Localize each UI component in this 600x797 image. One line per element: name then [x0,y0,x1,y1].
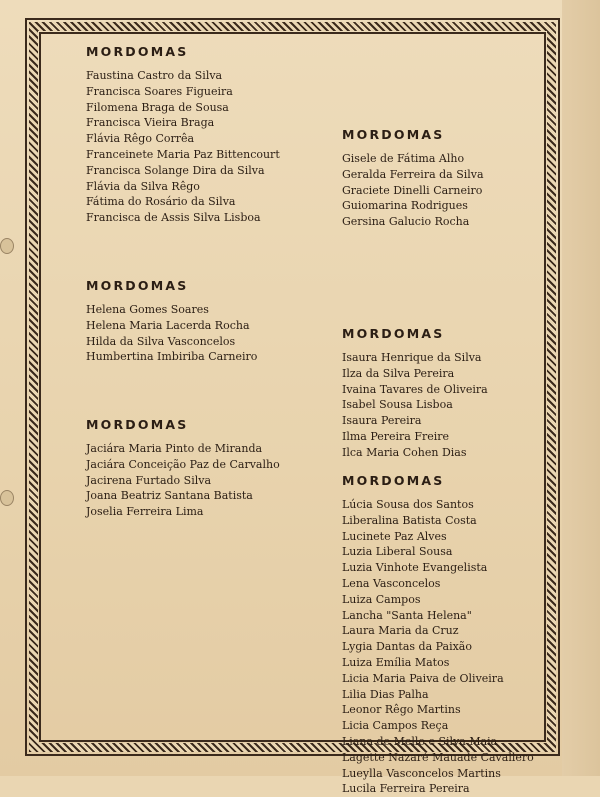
list-item: Liberalina Batista Costa [342,513,477,527]
list-item: Jacirena Furtado Silva [86,473,212,487]
list-item: Joana Beatriz Santana Batista [86,489,253,503]
list-item: Humbertina Imbiriba Carneiro [86,350,258,364]
name-list [342,497,534,797]
list-item: Isaura Pereira [342,414,422,428]
section-heading: MORDOMAS [86,44,189,59]
list-item: Lúcia Sousa dos Santos [342,498,474,511]
list-item: Lueylla Vasconcelos Martins [342,766,501,780]
list-item: Lucinete Paz Alves [342,529,447,543]
section-heading: MORDOMAS [342,127,445,142]
name-list [342,151,484,230]
name-list [86,68,280,226]
section-heading: MORDOMAS [86,417,189,432]
list-item: Gersina Galucio Rocha [342,215,470,229]
list-item: Hilda da Silva Vasconcelos [86,334,236,348]
section-g [342,127,484,230]
list-item: Luzia Vinhote Evangelista [342,561,488,575]
list-item: Isabel Sousa Lisboa [342,398,453,412]
list-item: Laura Maria da Cruz [342,624,459,638]
section-j [86,417,280,520]
list-item: Filomena Braga de Sousa [86,100,229,114]
list-item: Francisca de Assis Silva Lisboa [86,211,261,225]
list-item: Ilma Pereira Freire [342,429,450,443]
list-item: Lygia Dantas da Paixão [342,640,472,654]
list-item: Flávia da Silva Rêgo [86,179,200,193]
list-item: Francisca Solange Dira da Silva [86,163,265,177]
list-item: Franceinete Maria Paz Bittencourt [86,147,280,161]
name-list [86,302,257,365]
list-item: Guiomarina Rodrigues [342,199,468,213]
page-edge [562,0,600,776]
list-item: Lucila Ferreira Pereira [342,782,470,796]
list-item: Ilca Maria Cohen Dias [342,445,467,459]
section-heading: MORDOMAS [342,473,445,488]
name-list [86,441,280,520]
section-heading: MORDOMAS [342,326,445,341]
punch-hole [0,238,14,254]
list-item: Ivaina Tavares de Oliveira [342,382,488,396]
section-f [86,44,280,226]
list-item: Liana de Mello e Silva Maia [342,734,498,748]
list-item: Flávia Rêgo Corrêa [86,132,195,146]
list-item: Lancha "Santa Helena" [342,608,472,622]
list-item: Francisca Soares Figueira [86,84,233,98]
list-item: Graciete Dinelli Carneiro [342,183,483,197]
section-heading: MORDOMAS [86,278,189,293]
list-item: Gisele de Fátima Alho [342,152,465,165]
list-item: Lena Vasconcelos [342,576,441,590]
section-h [86,278,257,365]
list-item: Leonor Rêgo Martins [342,703,461,717]
section-i [342,326,488,461]
list-item: Francisca Vieira Braga [86,116,215,130]
list-item: Helena Gomes Soares [86,303,209,316]
list-item: Faustina Castro da Silva [86,69,223,82]
list-item: Luiza Emília Matos [342,655,450,669]
list-item: Isaura Henrique da Silva [342,351,482,364]
list-item: Licia Maria Paiva de Oliveira [342,671,504,685]
section-l [342,473,534,797]
list-item: Licia Campos Reça [342,719,449,733]
list-item: Helena Maria Lacerda Rocha [86,318,250,332]
list-item: Joselia Ferreira Lima [86,505,204,519]
list-item: Geralda Ferreira da Silva [342,167,484,181]
name-list [342,350,488,461]
list-item: Jaciára Conceição Paz de Carvalho [86,457,280,471]
list-item: Lagette Nazaré Mauade Cavallero [342,750,534,764]
punch-hole [0,490,14,506]
list-item: Fátima do Rosário da Silva [86,195,236,209]
list-item: Lilia Dias Palha [342,687,429,701]
list-item: Ilza da Silva Pereira [342,366,455,380]
list-item: Luiza Campos [342,592,421,606]
list-item: Jaciára Maria Pinto de Miranda [86,442,263,455]
list-item: Luzia Liberal Sousa [342,545,453,559]
